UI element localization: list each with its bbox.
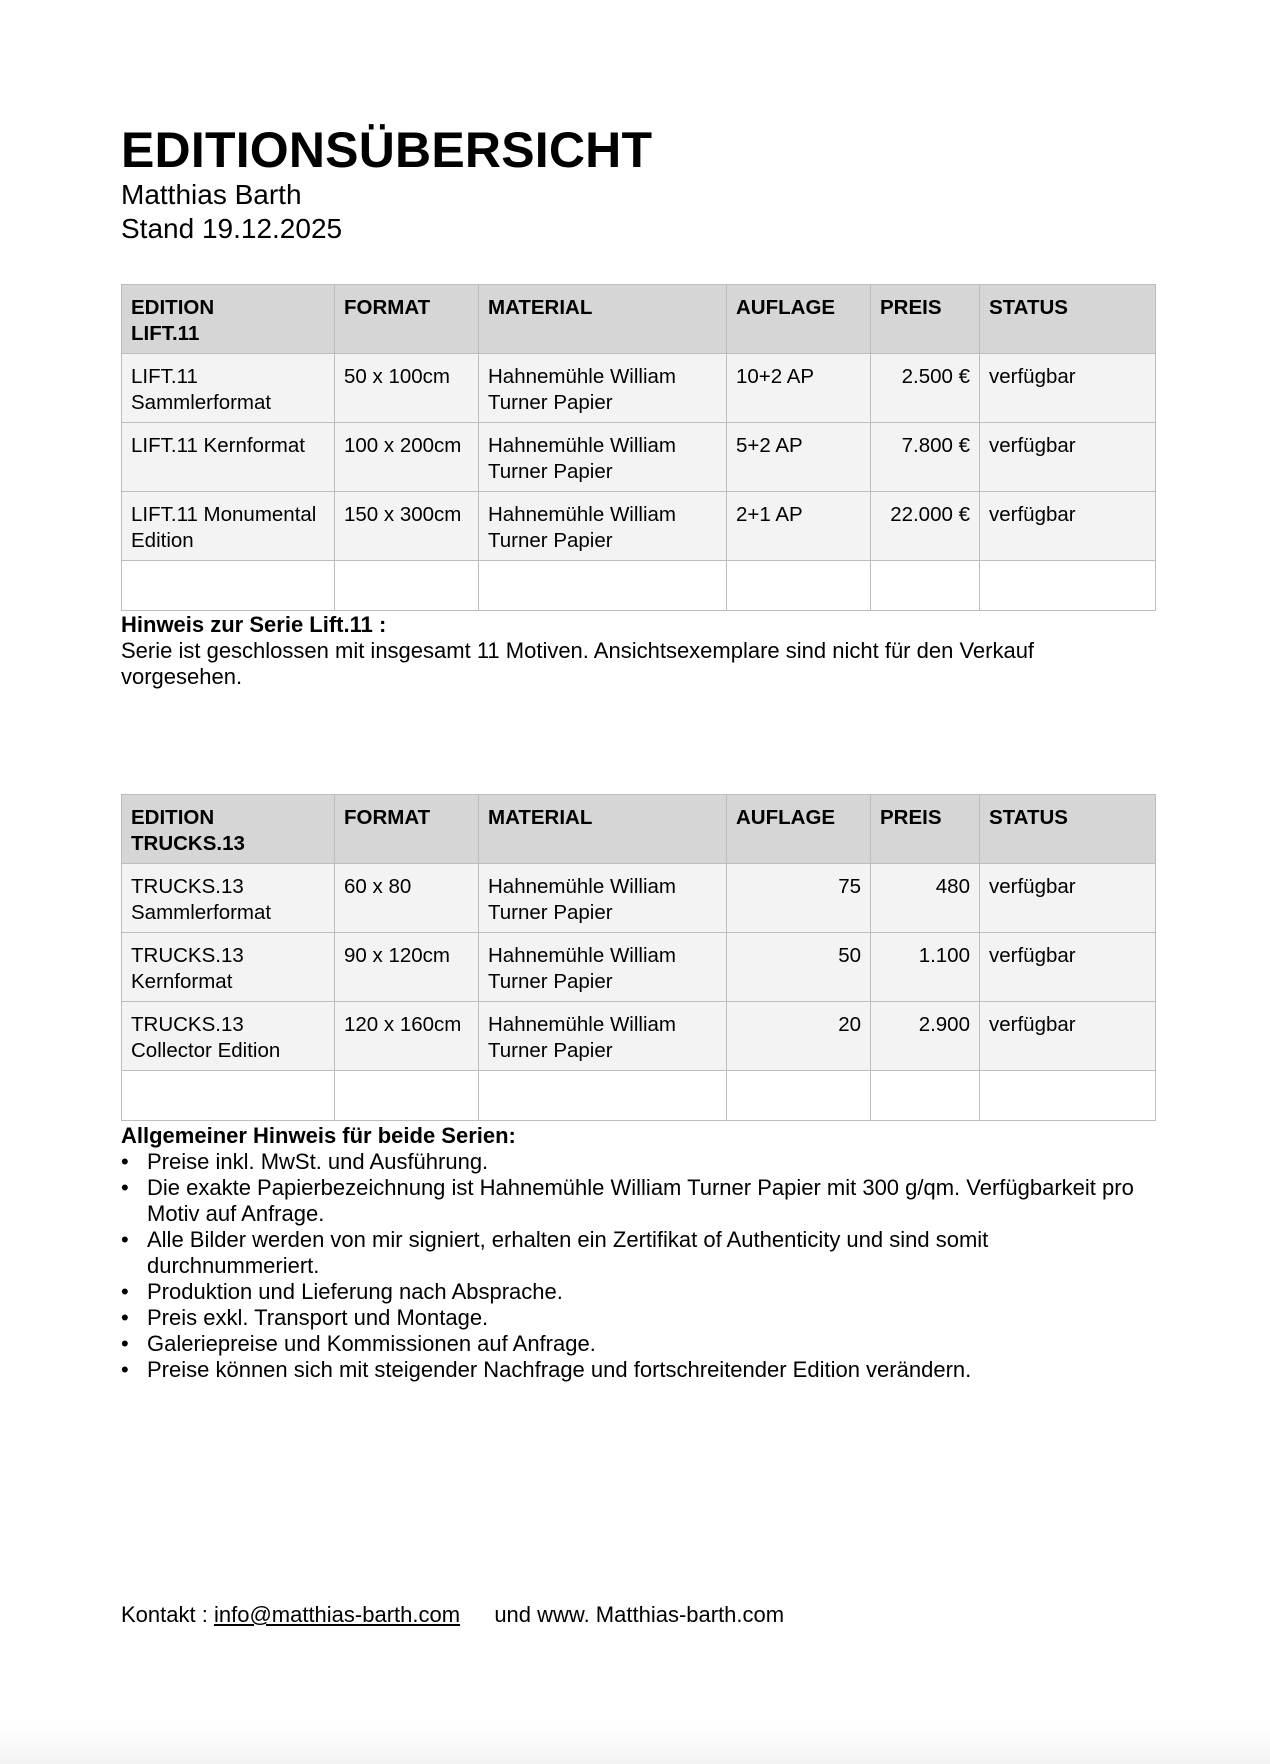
contact-line: [121, 1601, 784, 1629]
col-edition-label: EDITION: [131, 296, 215, 319]
author-name: Matthias Barth: [121, 179, 302, 210]
general-note-title: Allgemeiner Hinweis für beide Serien:: [121, 1123, 516, 1148]
cell-edition: LIFT.11 Kernformat: [122, 423, 335, 492]
page-bottom-edge: [0, 1724, 1270, 1764]
empty-cell: [980, 561, 1156, 611]
cell-format: 90 x 120cm: [335, 933, 479, 1002]
table-row: [122, 864, 1156, 933]
cell-status: verfügbar: [980, 354, 1156, 423]
cell-auflage: 2+1 AP: [727, 492, 871, 561]
table-row: [122, 933, 1156, 1002]
col-edition-series: TRUCKS.13: [131, 831, 245, 855]
cell-preis: 480: [871, 864, 980, 933]
list-item: [121, 1357, 1161, 1383]
table-empty-row: [122, 561, 1156, 611]
cell-status: verfügbar: [980, 933, 1156, 1002]
col-material-header: MATERIAL: [479, 285, 727, 354]
list-item: [121, 1227, 1161, 1279]
table-row: [122, 492, 1156, 561]
bullet-icon: •: [121, 1357, 129, 1382]
col-auflage-header: AUFLAGE: [727, 285, 871, 354]
table-empty-row: [122, 1071, 1156, 1121]
cell-status: verfügbar: [980, 864, 1156, 933]
cell-material: Hahnemühle William Turner Papier: [479, 933, 727, 1002]
empty-cell: [479, 561, 727, 611]
cell-auflage: 10+2 AP: [727, 354, 871, 423]
cell-format: 150 x 300cm: [335, 492, 479, 561]
cell-material: Hahnemühle William Turner Papier: [479, 1002, 727, 1071]
cell-auflage: 75: [727, 864, 871, 933]
list-item-text: Preise können sich mit steigender Nachfrage und fortschreitender Edition verändern.: [147, 1357, 972, 1382]
cell-format: 100 x 200cm: [335, 423, 479, 492]
cell-material: Hahnemühle William Turner Papier: [479, 864, 727, 933]
list-item: [121, 1331, 1161, 1357]
cell-material: Hahnemühle William Turner Papier: [479, 492, 727, 561]
lift-note-text: Serie ist geschlossen mit insgesamt 11 Motiven. Ansichtsexemplare sind nicht für den Verkauf vorgesehen.: [121, 638, 1035, 689]
trucks-edition-table: [121, 794, 1156, 1121]
empty-cell: [479, 1071, 727, 1121]
list-item-text: Die exakte Papierbezeichnung ist Hahnemühle William Turner Papier mit 300 g/qm. Verfügbarkeit pro Motiv auf Anfrage.: [147, 1175, 1134, 1226]
bullet-icon: •: [121, 1331, 129, 1356]
col-status-header: STATUS: [980, 795, 1156, 864]
cell-edition: TRUCKS.13 Kernformat: [122, 933, 335, 1002]
lift-series-note: [121, 612, 1161, 690]
empty-cell: [335, 561, 479, 611]
cell-material: Hahnemühle William Turner Papier: [479, 354, 727, 423]
cell-auflage: 20: [727, 1002, 871, 1071]
cell-edition: TRUCKS.13 Sammlerformat: [122, 864, 335, 933]
cell-edition: TRUCKS.13 Collector Edition: [122, 1002, 335, 1071]
cell-preis: 22.000 €: [871, 492, 980, 561]
cell-status: verfügbar: [980, 1002, 1156, 1071]
list-item: [121, 1175, 1161, 1227]
empty-cell: [871, 561, 980, 611]
empty-cell: [871, 1071, 980, 1121]
contact-label: Kontakt :: [121, 1602, 208, 1627]
cell-edition: LIFT.11 Monumental Edition: [122, 492, 335, 561]
list-item-text: Produktion und Lieferung nach Absprache.: [147, 1279, 563, 1304]
table-header-row: [122, 795, 1156, 864]
table-row: [122, 354, 1156, 423]
cell-status: verfügbar: [980, 492, 1156, 561]
general-note: [121, 1123, 1161, 1383]
website-text: und www. Matthias-barth.com: [494, 1602, 785, 1627]
list-item: [121, 1149, 1161, 1175]
cell-format: 60 x 80: [335, 864, 479, 933]
col-edition-series: LIFT.11: [131, 321, 200, 345]
table-row: [122, 423, 1156, 492]
bullet-icon: •: [121, 1227, 129, 1252]
table-row: [122, 1002, 1156, 1071]
empty-cell: [335, 1071, 479, 1121]
page-title: EDITIONSÜBERSICHT: [121, 122, 653, 178]
col-preis-header: PREIS: [871, 795, 980, 864]
cell-preis: 1.100: [871, 933, 980, 1002]
cell-preis: 2.900: [871, 1002, 980, 1071]
list-item: [121, 1279, 1161, 1305]
cell-format: 50 x 100cm: [335, 354, 479, 423]
cell-preis: 2.500 €: [871, 354, 980, 423]
cell-preis: 7.800 €: [871, 423, 980, 492]
col-auflage-header: AUFLAGE: [727, 795, 871, 864]
lift-edition-table: [121, 284, 1156, 611]
bullet-icon: •: [121, 1149, 129, 1174]
list-item-text: Preise inkl. MwSt. und Ausführung.: [147, 1149, 489, 1174]
col-preis-header: PREIS: [871, 285, 980, 354]
empty-cell: [122, 561, 335, 611]
cell-material: Hahnemühle William Turner Papier: [479, 423, 727, 492]
col-status-header: STATUS: [980, 285, 1156, 354]
col-material-header: MATERIAL: [479, 795, 727, 864]
table-header-row: [122, 285, 1156, 354]
empty-cell: [727, 1071, 871, 1121]
cell-status: verfügbar: [980, 423, 1156, 492]
col-edition-header: [122, 795, 335, 864]
bullet-icon: •: [121, 1175, 129, 1200]
bullet-icon: •: [121, 1279, 129, 1304]
email-link[interactable]: info@matthias-barth.com: [213, 1602, 461, 1627]
cell-auflage: 5+2 AP: [727, 423, 871, 492]
list-item: [121, 1305, 1161, 1331]
cell-auflage: 50: [727, 933, 871, 1002]
list-item-text: Alle Bilder werden von mir signiert, erhalten ein Zertifikat of Authenticity und sind somit durchnummeriert.: [147, 1227, 989, 1278]
col-format-header: FORMAT: [335, 285, 479, 354]
list-item-text: Preis exkl. Transport und Montage.: [147, 1305, 489, 1330]
col-edition-label: EDITION: [131, 806, 215, 829]
bullet-icon: •: [121, 1305, 129, 1330]
lift-note-title: Hinweis zur Serie Lift.11 :: [121, 612, 387, 637]
general-note-list: [121, 1149, 1161, 1383]
empty-cell: [980, 1071, 1156, 1121]
cell-format: 120 x 160cm: [335, 1002, 479, 1071]
stand-date: Stand 19.12.2025: [121, 213, 343, 244]
empty-cell: [122, 1071, 335, 1121]
col-format-header: FORMAT: [335, 795, 479, 864]
cell-edition: LIFT.11 Sammlerformat: [122, 354, 335, 423]
list-item-text: Galeriepreise und Kommissionen auf Anfrage.: [147, 1331, 596, 1356]
empty-cell: [727, 561, 871, 611]
col-edition-header: [122, 285, 335, 354]
